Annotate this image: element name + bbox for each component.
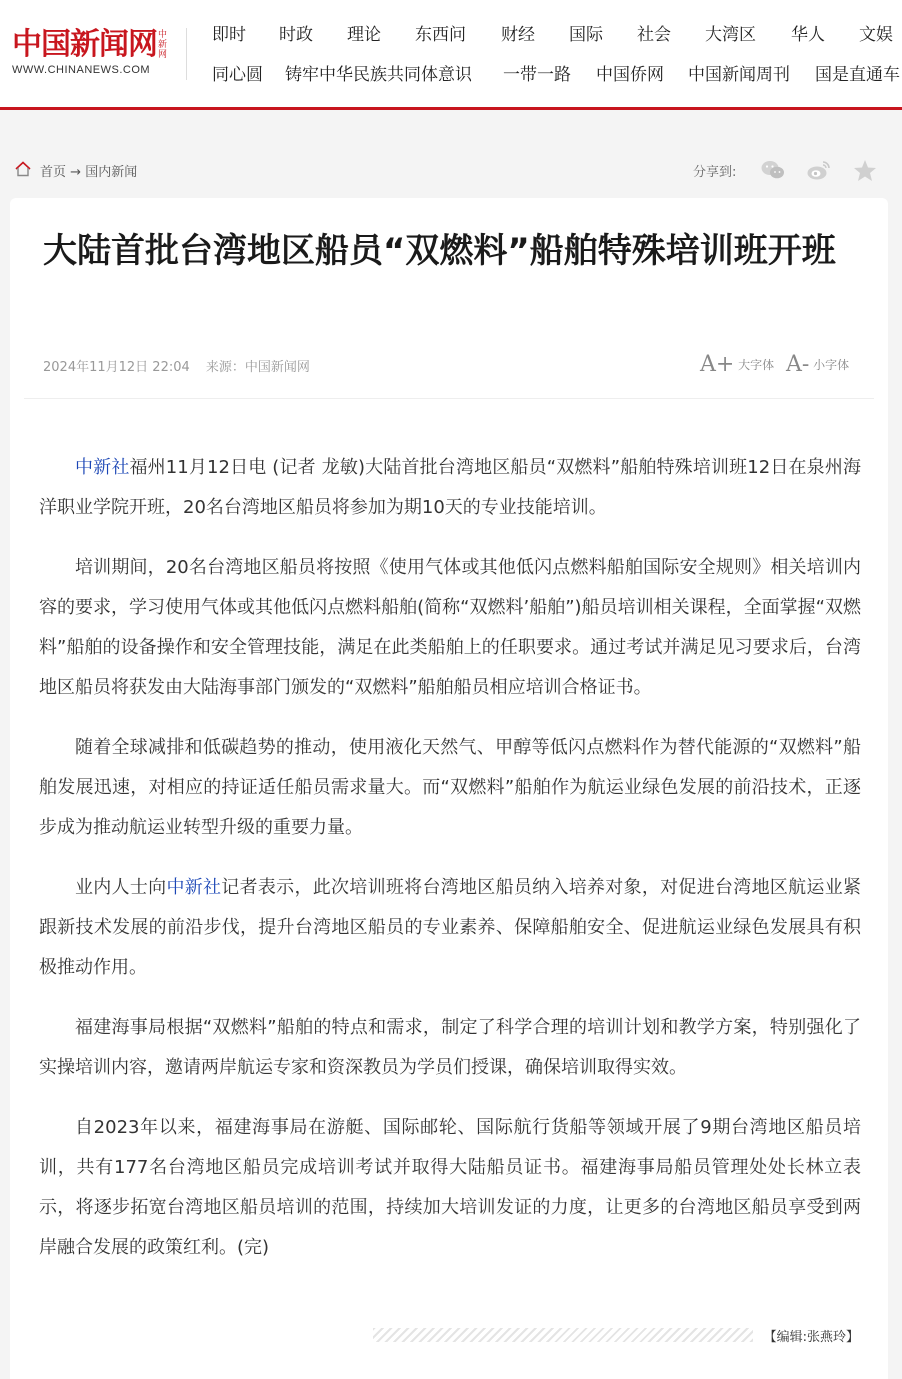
nav-item[interactable]: 铸牢中华民族共同体意识 bbox=[285, 65, 472, 85]
editor-credit: 【编辑:张燕玲】 bbox=[763, 1330, 859, 1345]
paragraph-text: 记者表示，此次培训班将台湾地区船员纳入培养对象，对促进台湾地区航运业紧跟新技术发展的前沿步伐，提升台湾地区船员的专业素养、保障船舶安全、促进航运业绿色发展具有积极推动作用。 bbox=[39, 877, 862, 978]
article-paragraph: 随着全球减排和低碳趋势的推动，使用液化天然气、甲醇等低闪点燃料作为替代能源的“双燃料”船舶发展迅速，对相应的持证适任船员需求量大。而“双燃料”船舶作为航运业绿色发展的前沿技术，正逐步成为推动航运业转型升级的重要力量。 bbox=[39, 737, 861, 838]
logo-url: WWW.CHINANEWS.COM bbox=[12, 64, 151, 76]
nav-item[interactable]: 国际 bbox=[569, 25, 603, 45]
logo-side-text: 中新网 bbox=[158, 30, 168, 60]
breadcrumb-arrow: → bbox=[70, 165, 82, 180]
nav-item[interactable]: 一带一路 bbox=[503, 65, 571, 85]
font-small-label: 小字体 bbox=[813, 358, 850, 372]
font-large-button[interactable] bbox=[700, 352, 774, 377]
paragraph-text: 业内人士向 bbox=[75, 877, 167, 898]
nav-item[interactable]: 国是直通车 bbox=[815, 65, 900, 85]
logo-divider bbox=[186, 28, 187, 80]
article-title: 大陆首批台湾地区船员“双燃料”船舶特殊培训班开班 bbox=[43, 231, 836, 271]
font-large-label: 大字体 bbox=[738, 358, 775, 372]
editor-row bbox=[373, 1326, 859, 1344]
article-meta bbox=[43, 356, 322, 375]
article-body bbox=[39, 448, 861, 1288]
font-plus-icon: A+ bbox=[700, 352, 735, 377]
site-header bbox=[0, 0, 902, 110]
article-source: 来源：中国新闻网 bbox=[205, 360, 310, 375]
paragraph-text: 福州11月12日电 (记者 龙敏)大陆首批台湾地区船员“双燃料”船舶特殊培训班12日在泉州海洋职业学院开班，20名台湾地区船员将参加为期10天的专业技能培训。 bbox=[39, 457, 861, 518]
nav-item[interactable]: 大湾区 bbox=[705, 25, 756, 45]
nav-item[interactable]: 财经 bbox=[501, 25, 535, 45]
nav-item[interactable]: 即时 bbox=[212, 25, 246, 45]
logo-text: 中国新闻网 bbox=[12, 27, 157, 62]
share-label: 分享到: bbox=[693, 165, 737, 180]
breadcrumb-bar bbox=[0, 148, 902, 192]
wechat-icon[interactable] bbox=[760, 158, 786, 182]
font-small-button[interactable] bbox=[786, 352, 849, 377]
favorite-star-icon[interactable] bbox=[852, 158, 878, 182]
article-paragraph: 福建海事局根据“双燃料”船舶的特点和需求，制定了科学合理的培训计划和教学方案，特别强化了实操培训内容，邀请两岸航运专家和资深教员为学员们授课，确保培训取得实效。 bbox=[39, 1017, 861, 1078]
weibo-icon[interactable] bbox=[806, 158, 832, 182]
meta-divider bbox=[24, 398, 874, 399]
agency-link[interactable]: 中新社 bbox=[75, 457, 130, 478]
breadcrumb-section[interactable]: 国内新闻 bbox=[85, 165, 138, 180]
agency-link[interactable]: 中新社 bbox=[166, 877, 222, 898]
breadcrumb bbox=[40, 161, 137, 180]
font-minus-icon: A- bbox=[786, 352, 810, 377]
article-card bbox=[10, 198, 888, 1379]
breadcrumb-home[interactable]: 首页 bbox=[40, 165, 67, 180]
nav-item[interactable]: 文娱 bbox=[859, 25, 893, 45]
nav-item[interactable]: 东西问 bbox=[415, 25, 466, 45]
nav-item[interactable]: 中国新闻周刊 bbox=[688, 65, 790, 85]
nav-item[interactable]: 社会 bbox=[637, 25, 671, 45]
decorative-hatch bbox=[373, 1328, 753, 1342]
nav-item[interactable]: 理论 bbox=[347, 25, 381, 45]
article-date: 2024年11月12日 22:04 bbox=[43, 360, 190, 375]
article-paragraph bbox=[39, 448, 861, 528]
article-paragraph bbox=[39, 868, 861, 988]
nav-item[interactable]: 华人 bbox=[791, 25, 825, 45]
home-icon[interactable] bbox=[14, 160, 32, 178]
nav-item[interactable]: 中国侨网 bbox=[596, 65, 664, 85]
nav-item[interactable]: 时政 bbox=[279, 25, 313, 45]
nav-item[interactable]: 同心圆 bbox=[212, 65, 263, 85]
article-paragraph: 培训期间，20名台湾地区船员将按照《使用气体或其他低闪点燃料船舶国际安全规则》相关培训内容的要求，学习使用气体或其他低闪点燃料船舶(简称“双燃料’船舶”)船员培训相关课程，全面掌握“双燃料”船舶的设备操作和安全管理技能，满足在此类船舶上的任职要求。通过考试并满足见习要求后，台湾地区船员将获发由大陆海事部门颁发的“双燃料”船舶船员相应培训合格证书。 bbox=[39, 557, 861, 698]
site-logo[interactable] bbox=[12, 28, 182, 76]
article-paragraph: 自2023年以来，福建海事局在游艇、国际邮轮、国际航行货船等领域开展了9期台湾地区船员培训，共有177名台湾地区船员完成培训考试并取得大陆船员证书。福建海事局船员管理处处长林立表示，将逐步拓宽台湾地区船员培训的范围，持续加大培训发证的力度，让更多的台湾地区船员享受到两岸融合发展的政策红利。(完) bbox=[39, 1117, 861, 1258]
